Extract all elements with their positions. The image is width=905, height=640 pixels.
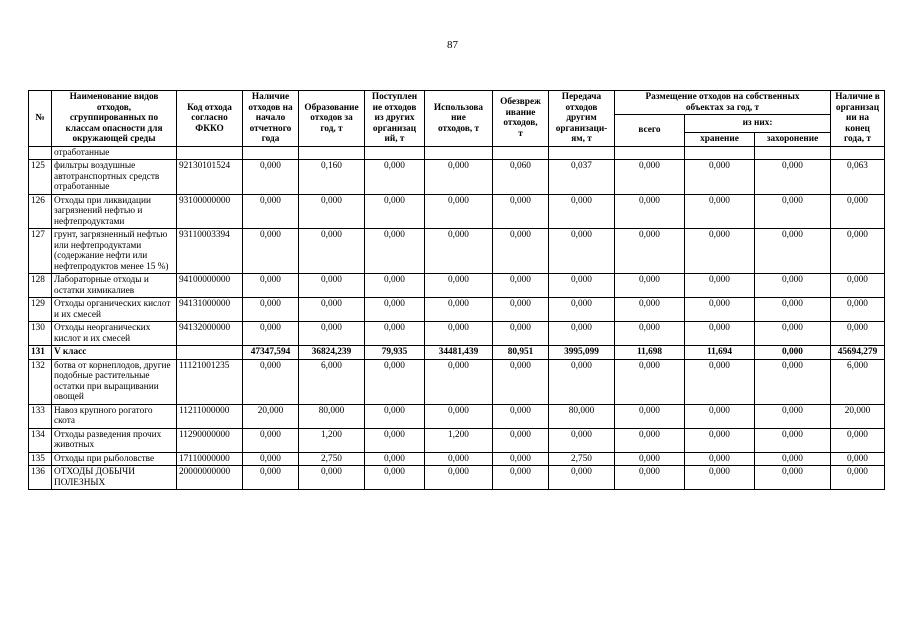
cell-storage: 0,000 (685, 229, 755, 274)
cell-storage: 0,000 (685, 452, 755, 466)
cell-total: 0,000 (615, 160, 685, 195)
cell-total: 0,000 (615, 322, 685, 346)
cell-used: 0,000 (425, 298, 493, 322)
cell-formed: 36824,239 (299, 346, 365, 360)
cell-transferred: 0,000 (549, 274, 615, 298)
cell-num: 134 (29, 428, 52, 452)
cell-received: 0,000 (365, 466, 425, 490)
header-num: № (29, 91, 52, 147)
cell-transferred: 2,750 (549, 452, 615, 466)
cell-burial: 0,000 (755, 298, 831, 322)
cell-transferred: 0,000 (549, 359, 615, 404)
cell-name: Отходы при рыболовстве (52, 452, 177, 466)
cell-used: 0,000 (425, 322, 493, 346)
cell-end: 20,000 (831, 404, 885, 428)
cell-burial: 0,000 (755, 274, 831, 298)
table-row (29, 322, 885, 346)
header-neutralized: Обезвреж ивание отходов, т (493, 91, 549, 147)
cell-total: 0,000 (615, 194, 685, 229)
cell-start: 0,000 (243, 274, 299, 298)
cell-end: 0,000 (831, 428, 885, 452)
cell-total: 0,000 (615, 229, 685, 274)
cell-num: 129 (29, 298, 52, 322)
cell-burial: 0,000 (755, 404, 831, 428)
cell-storage: 0,000 (685, 322, 755, 346)
header-end: Наличие в организац ии на конец года, т (831, 91, 885, 147)
cell-code: 94100000000 (177, 274, 243, 298)
cell-end: 0,000 (831, 322, 885, 346)
cell-formed: 0,000 (299, 466, 365, 490)
cell-num: 126 (29, 194, 52, 229)
cell-transferred: 0,000 (549, 466, 615, 490)
cell-start: 0,000 (243, 229, 299, 274)
cell-end (831, 146, 885, 160)
cell-storage: 0,000 (685, 194, 755, 229)
cell-used: 0,000 (425, 229, 493, 274)
cell-formed: 2,750 (299, 452, 365, 466)
cell-start (243, 146, 299, 160)
header-burial: захоронение (755, 133, 831, 147)
cell-neutralized: 0,000 (493, 466, 549, 490)
cell-name: V класс (52, 346, 177, 360)
cell-storage: 0,000 (685, 359, 755, 404)
header-placement: Размещение отходов на собственных объектах за год, т (615, 91, 831, 115)
cell-name: Отходы при ликвидации загрязнений нефтью и нефтепродуктами (52, 194, 177, 229)
cell-end: 0,000 (831, 452, 885, 466)
cell-total: 0,000 (615, 298, 685, 322)
cell-received: 0,000 (365, 160, 425, 195)
cell-formed: 0,000 (299, 229, 365, 274)
cell-code: 17110000000 (177, 452, 243, 466)
cell-burial: 0,000 (755, 229, 831, 274)
cell-transferred: 0,000 (549, 194, 615, 229)
cell-num: 135 (29, 452, 52, 466)
cell-total (615, 146, 685, 160)
cell-total: 0,000 (615, 452, 685, 466)
cell-storage (685, 146, 755, 160)
cell-total: 0,000 (615, 466, 685, 490)
cell-code: 93100000000 (177, 194, 243, 229)
cell-total: 0,000 (615, 428, 685, 452)
cell-num: 136 (29, 466, 52, 490)
cell-neutralized: 0,000 (493, 298, 549, 322)
cell-burial: 0,000 (755, 359, 831, 404)
cell-neutralized: 0,000 (493, 404, 549, 428)
cell-end: 45694,279 (831, 346, 885, 360)
cell-used: 0,000 (425, 160, 493, 195)
cell-name: ботва от корнеплодов, другие подобные растительные остатки при выращивании овощей (52, 359, 177, 404)
table-row (29, 466, 885, 490)
cell-start: 0,000 (243, 359, 299, 404)
cell-code: 92130101524 (177, 160, 243, 195)
header-start: Наличие отходов на начало отчетного года (243, 91, 299, 147)
cell-used: 0,000 (425, 452, 493, 466)
cell-transferred: 0,000 (549, 428, 615, 452)
table-row (29, 160, 885, 195)
page-number: 87 (447, 39, 458, 51)
cell-neutralized: 0,000 (493, 229, 549, 274)
cell-end: 0,000 (831, 298, 885, 322)
cell-transferred: 0,037 (549, 160, 615, 195)
cell-start: 0,000 (243, 194, 299, 229)
header-storage: хранение (685, 133, 755, 147)
cell-neutralized: 0,000 (493, 322, 549, 346)
cell-received (365, 146, 425, 160)
cell-start: 0,000 (243, 452, 299, 466)
cell-end: 0,000 (831, 274, 885, 298)
cell-total: 0,000 (615, 359, 685, 404)
cell-transferred: 0,000 (549, 229, 615, 274)
cell-neutralized: 80,951 (493, 346, 549, 360)
cell-received: 0,000 (365, 322, 425, 346)
cell-start: 47347,594 (243, 346, 299, 360)
cell-start: 0,000 (243, 322, 299, 346)
cell-burial: 0,000 (755, 346, 831, 360)
cell-storage: 0,000 (685, 160, 755, 195)
cell-used: 0,000 (425, 194, 493, 229)
class-row (29, 346, 885, 360)
cell-code: 94132000000 (177, 322, 243, 346)
cell-transferred: 0,000 (549, 322, 615, 346)
waste-table (28, 90, 885, 490)
cell-storage: 0,000 (685, 404, 755, 428)
cell-num: 130 (29, 322, 52, 346)
header-code: Код отхода согласно ФККО (177, 91, 243, 147)
header-total: всего (615, 115, 685, 147)
cell-burial: 0,000 (755, 466, 831, 490)
cell-num: 132 (29, 359, 52, 404)
cell-num: 125 (29, 160, 52, 195)
cell-name: ОТХОДЫ ДОБЫЧИ ПОЛЕЗНЫХ (52, 466, 177, 490)
cell-neutralized (493, 146, 549, 160)
cell-formed: 80,000 (299, 404, 365, 428)
cell-storage: 0,000 (685, 298, 755, 322)
cell-start: 0,000 (243, 428, 299, 452)
cell-name: грунт, загрязненный нефтью или нефтепродуктами (содержание нефти или нефтепродуктов менее 15 %) (52, 229, 177, 274)
cell-storage: 0,000 (685, 466, 755, 490)
cell-end: 0,000 (831, 466, 885, 490)
cell-num: 128 (29, 274, 52, 298)
table-row (29, 194, 885, 229)
cell-name: отработанные (52, 146, 177, 160)
cell-formed: 1,200 (299, 428, 365, 452)
cell-end: 0,063 (831, 160, 885, 195)
header-used: Использова ние отходов, т (425, 91, 493, 147)
cell-storage: 11,694 (685, 346, 755, 360)
cell-end: 0,000 (831, 229, 885, 274)
cell-received: 79,935 (365, 346, 425, 360)
cell-used: 0,000 (425, 466, 493, 490)
cell-code: 11211000000 (177, 404, 243, 428)
cell-formed (299, 146, 365, 160)
cell-name: Навоз крупного рогатого скота (52, 404, 177, 428)
cell-total: 0,000 (615, 274, 685, 298)
cell-transferred: 0,000 (549, 298, 615, 322)
cell-received: 0,000 (365, 404, 425, 428)
header-formed: Образование отходов за год, т (299, 91, 365, 147)
cell-formed: 0,000 (299, 298, 365, 322)
table-body (29, 146, 885, 490)
cell-burial: 0,000 (755, 452, 831, 466)
cell-burial: 0,000 (755, 194, 831, 229)
cell-num: 127 (29, 229, 52, 274)
cell-formed: 0,160 (299, 160, 365, 195)
cell-received: 0,000 (365, 194, 425, 229)
cell-total: 0,000 (615, 404, 685, 428)
cell-code: 93110003394 (177, 229, 243, 274)
cell-code: 20000000000 (177, 466, 243, 490)
cell-end: 0,000 (831, 194, 885, 229)
cell-received: 0,000 (365, 298, 425, 322)
cell-formed: 6,000 (299, 359, 365, 404)
cell-num (29, 146, 52, 160)
cell-code (177, 146, 243, 160)
cell-code: 94131000000 (177, 298, 243, 322)
cell-name: Отходы органических кислот и их смесей (52, 298, 177, 322)
cell-num: 131 (29, 346, 52, 360)
cell-start: 0,000 (243, 160, 299, 195)
table-row (29, 404, 885, 428)
cell-burial (755, 146, 831, 160)
cell-used (425, 146, 493, 160)
cell-end: 6,000 (831, 359, 885, 404)
cell-transferred: 3995,099 (549, 346, 615, 360)
cell-used: 1,200 (425, 428, 493, 452)
cell-formed: 0,000 (299, 274, 365, 298)
cell-received: 0,000 (365, 229, 425, 274)
cell-code: 11121001235 (177, 359, 243, 404)
table-row (29, 229, 885, 274)
cell-storage: 0,000 (685, 274, 755, 298)
cell-start: 0,000 (243, 298, 299, 322)
cell-name: Отходы разведения прочих животных (52, 428, 177, 452)
cell-used: 34481,439 (425, 346, 493, 360)
cell-neutralized: 0,000 (493, 274, 549, 298)
table-row (29, 359, 885, 404)
cell-used: 0,000 (425, 274, 493, 298)
header-name: Наименование видов отходов, сгруппированных по классам опасности для окружающей среды (52, 91, 177, 147)
cell-burial: 0,000 (755, 322, 831, 346)
cell-neutralized: 0,000 (493, 428, 549, 452)
header-transferred: Передача отходов другим организаци- ям, т (549, 91, 615, 147)
header-of-them: из них: (685, 115, 831, 133)
cell-total: 11,698 (615, 346, 685, 360)
cell-start: 20,000 (243, 404, 299, 428)
cell-storage: 0,000 (685, 428, 755, 452)
cell-neutralized: 0,000 (493, 452, 549, 466)
cell-name: Лабораторные отходы и остатки химикалиев (52, 274, 177, 298)
cell-used: 0,000 (425, 359, 493, 404)
cell-received: 0,000 (365, 359, 425, 404)
cell-used: 0,000 (425, 404, 493, 428)
cell-neutralized: 0,060 (493, 160, 549, 195)
cell-start: 0,000 (243, 466, 299, 490)
header-received: Поступлен ие отходов из других организац ий, т (365, 91, 425, 147)
cell-formed: 0,000 (299, 194, 365, 229)
table-row (29, 298, 885, 322)
cell-name: фильтры воздушные автотранспортных средств отработанные (52, 160, 177, 195)
cell-code: 11290000000 (177, 428, 243, 452)
cell-formed: 0,000 (299, 322, 365, 346)
cell-burial: 0,000 (755, 428, 831, 452)
cell-neutralized: 0,000 (493, 359, 549, 404)
cell-burial: 0,000 (755, 160, 831, 195)
table-row (29, 274, 885, 298)
table-header (29, 91, 885, 147)
cell-transferred: 80,000 (549, 404, 615, 428)
cell-received: 0,000 (365, 452, 425, 466)
cell-num: 133 (29, 404, 52, 428)
table-row-continuation (29, 146, 885, 160)
table-row (29, 452, 885, 466)
cell-name: Отходы неорганических кислот и их смесей (52, 322, 177, 346)
cell-code (177, 346, 243, 360)
cell-received: 0,000 (365, 274, 425, 298)
table-row (29, 428, 885, 452)
cell-received: 0,000 (365, 428, 425, 452)
cell-neutralized: 0,000 (493, 194, 549, 229)
cell-transferred (549, 146, 615, 160)
